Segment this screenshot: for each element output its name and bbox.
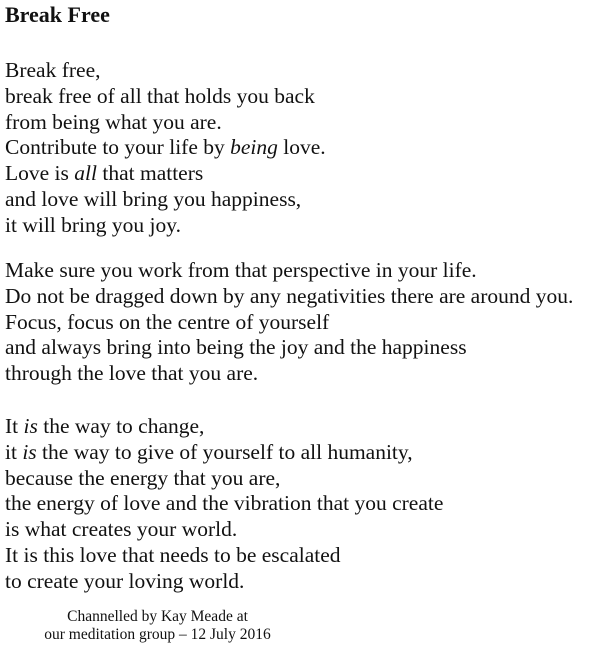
poem-line: through the love that you are. xyxy=(5,361,259,386)
poem-line: Focus, focus on the centre of yourself xyxy=(5,309,330,334)
stanza-1 xyxy=(5,58,326,239)
emphasis: being xyxy=(230,135,278,160)
emphasis: is xyxy=(23,414,38,438)
poem-line: It is this love that needs to be escalated xyxy=(5,542,341,567)
poem-line: is what creates your world. xyxy=(5,517,238,542)
attribution-line-1: Channelled by Kay Meade at xyxy=(67,608,248,625)
poem-line: because the energy that you are, xyxy=(5,465,281,490)
poem-line: the energy of love and the vibration that you create xyxy=(5,491,444,516)
poem-line: Contribute to your life by being love. xyxy=(5,135,326,160)
poem-line: it will bring you joy. xyxy=(5,212,181,237)
emphasis: all xyxy=(74,161,97,186)
poem-line: Break free, xyxy=(5,58,101,82)
emphasis: is xyxy=(22,439,37,464)
poem-line: Love is all that matters xyxy=(5,161,204,186)
poem-line: from being what you are. xyxy=(5,109,222,134)
poem-title: Break Free xyxy=(5,2,110,27)
poem-line: to create your loving world. xyxy=(5,568,245,593)
stanza-3 xyxy=(5,414,443,595)
stanza-2 xyxy=(5,258,573,387)
poem-line: and love will bring you happiness, xyxy=(5,186,302,211)
poem-line: Make sure you work from that perspective in your life. xyxy=(5,258,477,282)
poem-line: and always bring into being the joy and the happiness xyxy=(5,335,467,360)
poem-line: Do not be dragged down by any negativities there are around you. xyxy=(5,283,574,308)
attribution xyxy=(30,608,285,644)
poem-line: it is the way to give of yourself to all humanity, xyxy=(5,439,413,464)
poem-line: It is the way to change, xyxy=(5,414,205,438)
attribution-line-2: our meditation group – 12 July 2016 xyxy=(44,626,271,643)
poem-line: break free of all that holds you back xyxy=(5,83,315,108)
